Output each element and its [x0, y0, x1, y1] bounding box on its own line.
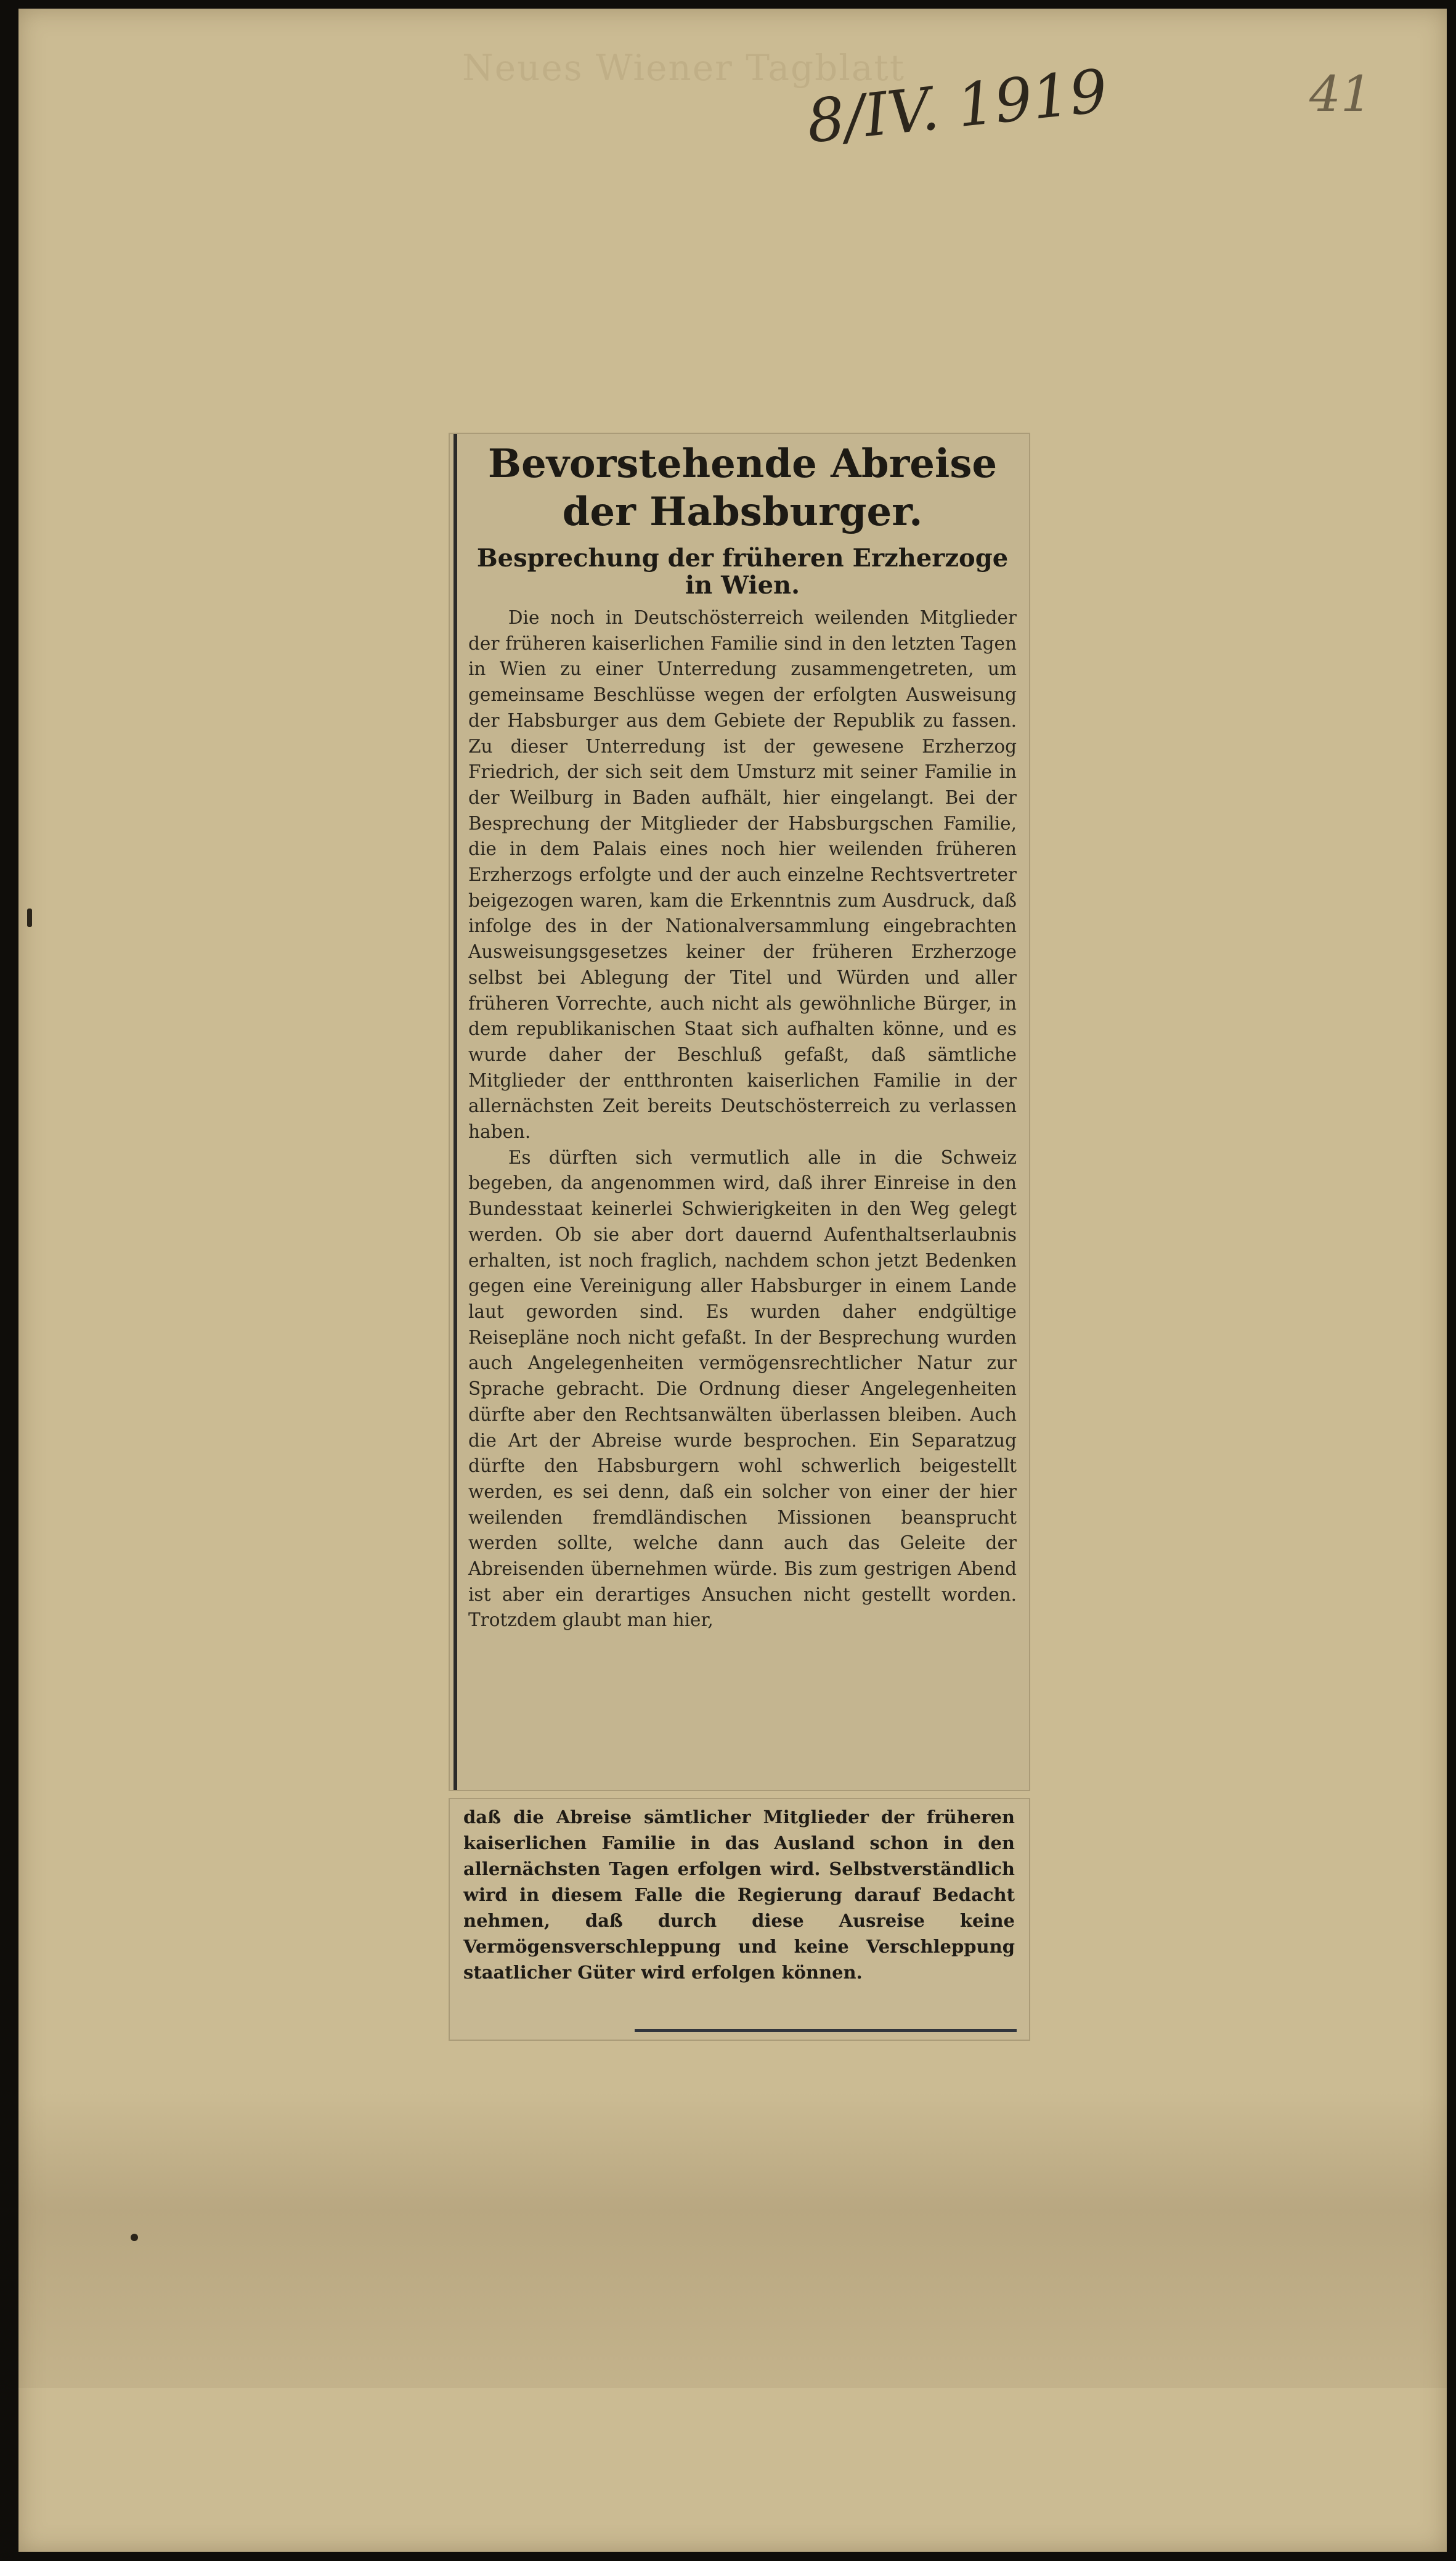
- newspaper-clipping-continuation: [450, 1799, 1029, 2040]
- continuation-underline: [635, 2029, 1017, 2032]
- sheet-shading: [18, 2092, 1447, 2388]
- article-continuation-paragraph: daß die Abreise sämtlicher Mitglieder der früheren kaiserlichen Familie in das Ausland schon in den allernächsten Tagen erfolgen wird. Selbstverständlich wird in diesem Falle die Regierung darauf Bedacht nehmen, daß durch diese Ausreise keine Vermögensverschleppung und keine Verschleppung staatlicher Güter wird erfolgen können.: [463, 1807, 1015, 1983]
- continuation-content: [463, 1804, 1015, 1985]
- article-paragraph-1: Die noch in Deutschösterreich weilenden Mitglieder der früheren kaiserlichen Familie sind in den letzten Tagen in Wien zu einer Unterredung zusammengetreten, um gemeinsame Beschlüsse wegen der erfolgten Ausweisung der Habsburger aus dem Gebiete der Republik zu fassen. Zu dieser Unterredung ist der gewesene Erzherzog Friedrich, der sich seit dem Umsturz mit seiner Familie in der Weilburg in Baden aufhält, hier eingelangt. Bei der Besprechung der Mitglieder der Habsburgschen Familie, die in dem Palais eines noch hier weilenden früheren Erzherzogs erfolgte und der auch einzelne Rechtsvertreter beigezogen waren, kam die Erkenntnis zum Ausdruck, daß infolge des in der Nationalversammlung eingebrachten Ausweisungsgesetzes keiner der früheren Erzherzoge selbst bei Ablegung der Titel und Würden und aller früheren Vorrechte, auch nicht als gewöhnliche Bürger, in dem republikanischen Staat sich aufhalten könne, und es wurde daher der Beschluß gefaßt, daß sämtliche Mitglieder der entthronten kaiserlichen Familie in der allernächsten Zeit bereits Deutschösterreich zu verlassen haben.: [468, 607, 1017, 1143]
- newspaper-clipping-main: [450, 434, 1029, 1790]
- clipping-column-rule: [453, 434, 457, 1790]
- paper-edge-mark: [27, 909, 32, 927]
- handwritten-page-number: 41: [1309, 65, 1372, 123]
- paper-speck: [131, 2234, 138, 2241]
- handwritten-date: 8/IV. 1919: [803, 56, 1111, 157]
- clipping-content: [468, 440, 1017, 1633]
- archive-sheet: [18, 9, 1447, 2552]
- article-paragraph-2: Es dürften sich vermutlich alle in die Schweiz begeben, da angenommen wird, daß ihrer Einreise in den Bundesstaat keinerlei Schwierigkeiten in den Weg gelegt werden. Ob sie aber dort dauernd Aufenthaltserlaubnis erhalten, ist noch fraglich, nachdem schon jetzt Bedenken gegen eine Vereinigung aller Habsburger in einem Lande laut geworden sind. Es wurden daher endgültige Reisepläne noch nicht gefaßt. In der Besprechung wurden auch Angelegenheiten vermögensrechtlicher Natur zur Sprache gebracht. Die Ordnung dieser Angelegenheiten dürfte aber den Rechtsanwälten überlassen bleiben. Auch die Art der Abreise wurde besprochen. Ein Separatzug dürfte den Habsburgern wohl schwerlich beigestellt werden, es sei denn, daß ein solcher von einer der hier weilenden fremdländischen Missionen beansprucht werden sollte, welche dann auch das Geleite der Abreisenden übernehmen würde. Bis zum gestrigen Abend ist aber ein derartiges Ansuchen nicht gestellt worden. Trotzdem glaubt man hier,: [468, 1146, 1017, 1631]
- article-subheadline: Besprechung der früheren Erzherzoge in Wien.: [476, 544, 1009, 600]
- article-headline: Bevorstehende Abreise der Habsburger.: [487, 441, 998, 535]
- masthead-ghost-text: Neues Wiener Tagblatt: [462, 47, 906, 89]
